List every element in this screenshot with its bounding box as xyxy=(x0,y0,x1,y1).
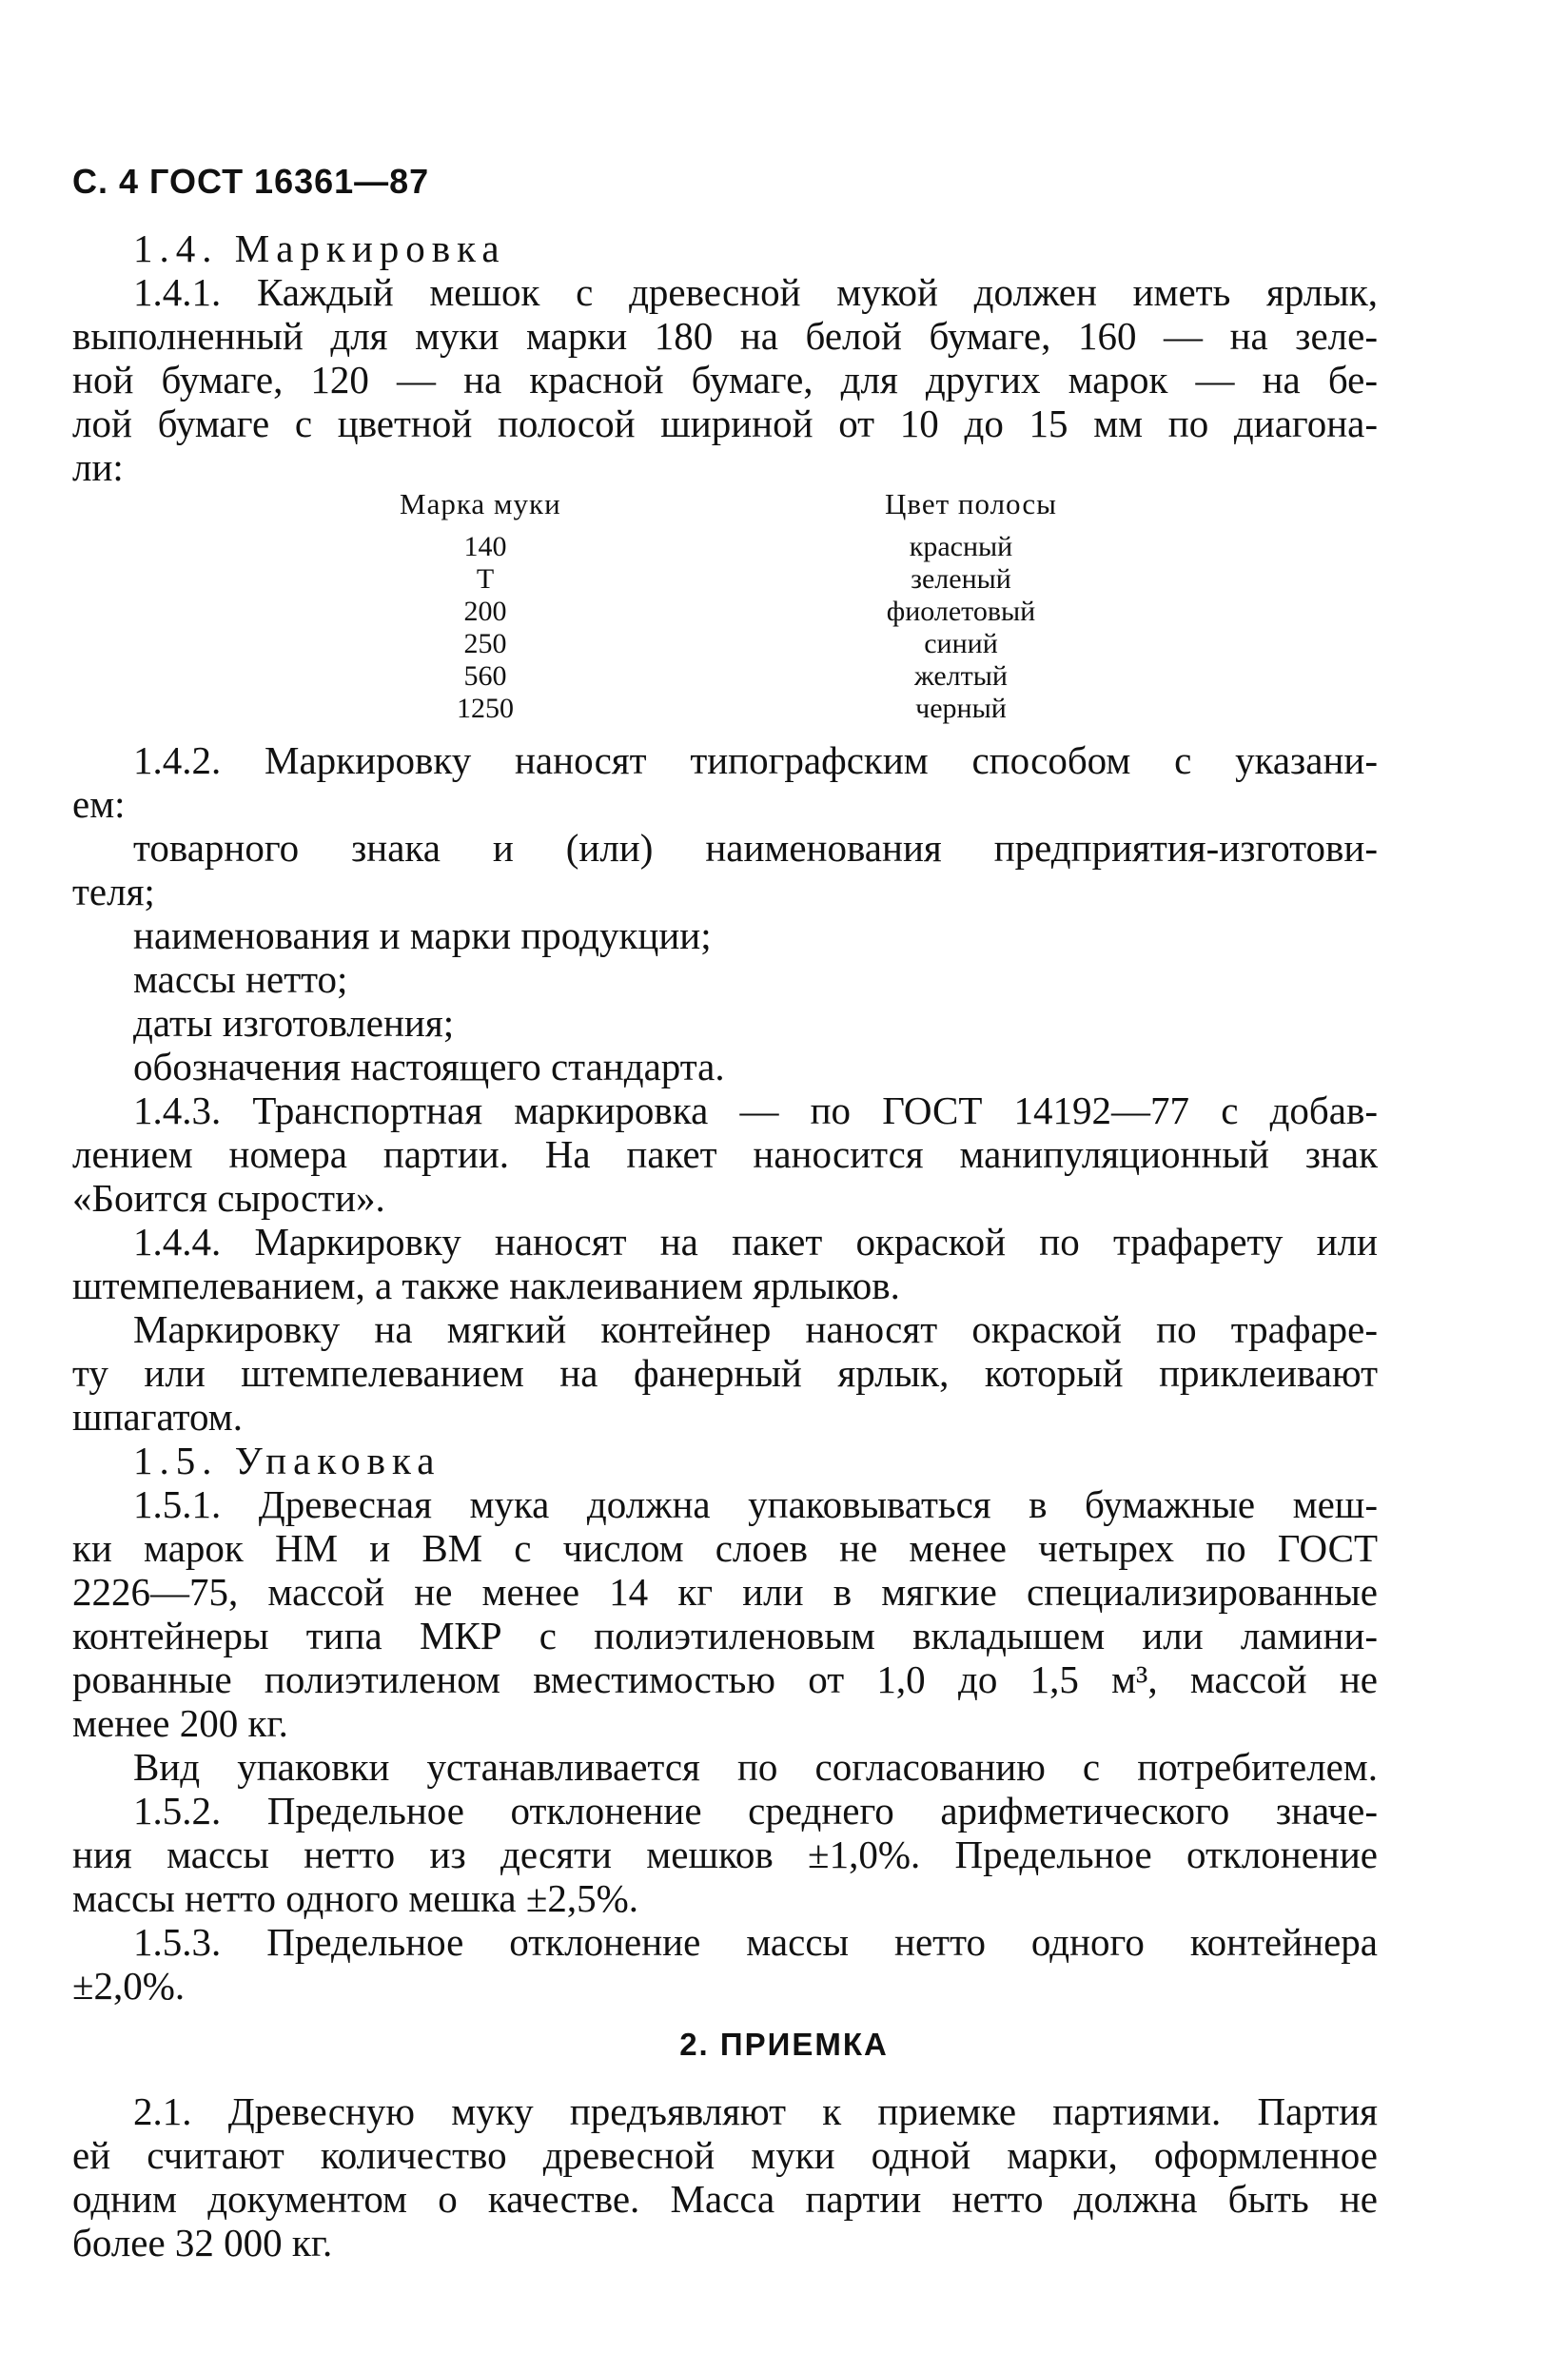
paragraph-line: ем: xyxy=(72,782,126,826)
paragraph-line: 1.5.2. Предельное отклонение среднего арифметического значе- xyxy=(133,1789,1378,1833)
paragraph-line: 1.4.3. Транспортная маркировка — по ГОСТ 14192—77 с добав- xyxy=(133,1088,1378,1132)
table-cell-grade: 1250 xyxy=(457,693,514,724)
paragraph-line: ной бумаге, 120 — на красной бумаге, для других марок — на бе- xyxy=(72,358,1378,402)
paragraph-line: Вид упаковки устанавливается по согласованию с потребителем. xyxy=(133,1745,1378,1789)
paragraph-line: выполненный для муки марки 180 на белой бумаге, 160 — на зеле- xyxy=(72,314,1378,358)
paragraph-line: лой бумаге с цветной полосой шириной от 10 до 15 мм по диагона- xyxy=(72,402,1378,445)
table-cell-grade: 200 xyxy=(463,596,507,627)
paragraph-line: «Боится сырости». xyxy=(72,1176,385,1220)
section-title-2: 2. ПРИЕМКА xyxy=(679,2027,889,2062)
paragraph-line: ей считают количество древесной муки одной марки, оформленное xyxy=(72,2133,1378,2177)
paragraph-line: одним документом о качестве. Масса партии нетто должна быть не xyxy=(72,2177,1378,2221)
list-item: товарного знака и (или) наименования предприятия-изготови- xyxy=(133,826,1378,870)
table-cell-color: черный xyxy=(915,693,1007,724)
paragraph-line: ния массы нетто из десяти мешков ±1,0%. Предельное отклонение xyxy=(72,1833,1378,1876)
table-cell-grade: Т xyxy=(476,563,495,595)
table-cell-grade: 250 xyxy=(463,628,507,659)
paragraph-line: Маркировку на мягкий контейнер наносят окраской по трафаре- xyxy=(133,1307,1378,1351)
paragraph-line: 1.5.3. Предельное отклонение массы нетто одного контейнера xyxy=(133,1920,1378,1964)
list-item: даты изготовления; xyxy=(133,1001,455,1045)
table-cell-color: синий xyxy=(924,628,998,659)
paragraph-line: шпагатом. xyxy=(72,1395,243,1439)
table-cell-color: фиолетовый xyxy=(886,596,1036,627)
paragraph-line: 2.1. Древесную муку предъявляют к приемке партиями. Партия xyxy=(133,2089,1378,2133)
paragraph-line: штемпелеванием, а также наклеиванием ярлыков. xyxy=(72,1264,900,1307)
paragraph-line: ±2,0%. xyxy=(72,1964,186,2008)
paragraph-line: массы нетто одного мешка ±2,5%. xyxy=(72,1876,639,1920)
table-cell-color: зеленый xyxy=(911,563,1011,595)
section-title-1-5: 1.5. Упаковка xyxy=(133,1439,441,1482)
paragraph-line: 2226—75, массой не менее 14 кг или в мягкие специализированные xyxy=(72,1570,1378,1614)
paragraph-line: ки марок НМ и ВМ с числом слоев не менее четырех по ГОСТ xyxy=(72,1526,1378,1570)
paragraph-line: более 32 000 кг. xyxy=(72,2221,333,2264)
list-item: наименования и марки продукции; xyxy=(133,913,712,957)
list-item: обозначения настоящего стандарта. xyxy=(133,1045,725,1088)
paragraph-line: 1.4.2. Маркировку наносят типографским способом с указани- xyxy=(133,738,1378,782)
paragraph-line: ту или штемпелеванием на фанерный ярлык, который приклеивают xyxy=(72,1351,1378,1395)
list-item: массы нетто; xyxy=(133,957,348,1001)
table-cell-color: желтый xyxy=(914,660,1008,692)
section-title-1-4: 1.4. Маркировка xyxy=(133,226,506,270)
paragraph-line: 1.5.1. Древесная мука должна упаковываться в бумажные меш- xyxy=(133,1482,1378,1526)
list-item: теля; xyxy=(72,870,155,913)
paragraph-line: менее 200 кг. xyxy=(72,1701,288,1745)
paragraph-line: 1.4.4. Маркировку наносят на пакет окраской по трафарету или xyxy=(133,1220,1378,1264)
paragraph-line: ли: xyxy=(72,445,124,489)
table-cell-color: красный xyxy=(909,531,1013,562)
table-cell-grade: 560 xyxy=(463,660,507,692)
paragraph-line: 1.4.1. Каждый мешок с древесной мукой должен иметь ярлык, xyxy=(133,270,1378,314)
paragraph-line: рованные полиэтиленом вместимостью от 1,0 до 1,5 м³, массой не xyxy=(72,1657,1378,1701)
table-header-color: Цвет полосы xyxy=(885,487,1057,520)
paragraph-line: контейнеры типа МКР с полиэтиленовым вкладышем или ламини- xyxy=(72,1614,1378,1657)
paragraph-line: лением номера партии. На пакет наносится манипуляционный знак xyxy=(72,1132,1378,1176)
table-header-grade: Марка муки xyxy=(400,487,561,520)
table-cell-grade: 140 xyxy=(463,531,507,562)
page-header: С. 4 ГОСТ 16361—87 xyxy=(72,162,430,201)
